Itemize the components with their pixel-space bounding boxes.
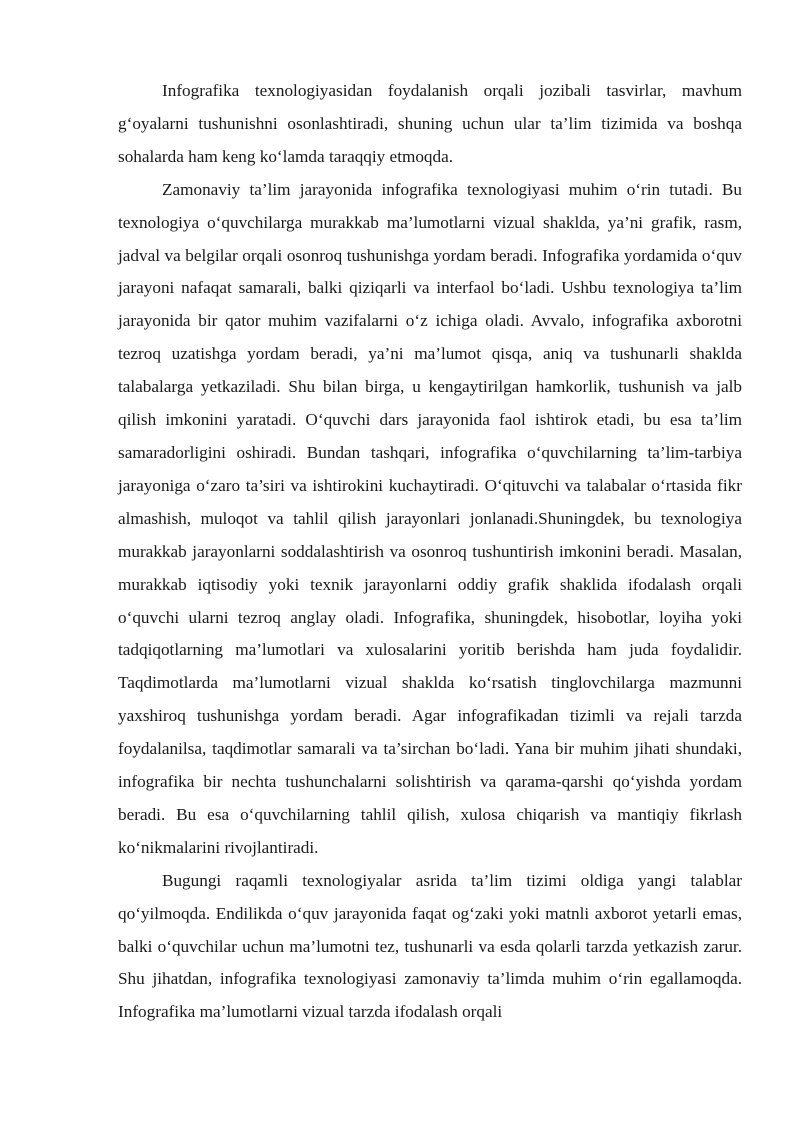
document-page bbox=[118, 75, 742, 1029]
paragraph: Zamonaviy ta’lim jarayonida infografika texnologiyasi muhim o‘rin tutadi. Bu texnologiya o‘quvchilarga murakkab ma’lumotlarni vizual shaklda, ya’ni grafik, rasm, jadval va belgilar orqali osonroq tushunishga yordam beradi. Infografika yordamida o‘quv jarayoni nafaqat samarali, balki qiziqarli va interfaol bo‘ladi. Ushbu texnologiya ta’lim jarayonida bir qator muhim vazifalarni o‘z ichiga oladi. Avvalo, infografika axborotni tezroq uzatishga yordam beradi, ya’ni ma’lumot qisqa, aniq va tushunarli shaklda talabalarga yetkaziladi. Shu bilan birga, u kengaytirilgan hamkorlik, tushunish va jalb qilish imkonini yaratadi. O‘quvchi dars jarayonida faol ishtirok etadi, bu esa ta’lim samaradorligini oshiradi. Bundan tashqari, infografika o‘quvchilarning ta’lim-tarbiya jarayoniga o‘zaro ta’siri va ishtirokini kuchaytiradi. O‘qituvchi va talabalar o‘rtasida fikr almashish, muloqot va tahlil qilish jarayonlari jonlanadi.Shuningdek, bu texnologiya murakkab jarayonlarni soddalashtirish va osonroq tushuntirish imkonini beradi. Masalan, murakkab iqtisodiy yoki texnik jarayonlarni oddiy grafik shaklida ifodalash orqali o‘quvchi ularni tezroq anglay oladi. Infografika, shuningdek, hisobotlar, loyiha yoki tadqiqotlarning ma’lumotlari va xulosalarini yoritib berishda ham juda foydalidir. Taqdimotlarda ma’lumotlarni vizual shaklda ko‘rsatish tinglovchilarga mazmunni yaxshiroq tushunishga yordam beradi. Agar infografikadan tizimli va rejali tarzda foydalanilsa, taqdimotlar samarali va ta’sirchan bo‘ladi. Yana bir muhim jihati shundaki, infografika bir nechta tushunchalarni solishtirish va qarama-qarshi qo‘yishda yordam beradi. Bu esa o‘quvchilarning tahlil qilish, xulosa chiqarish va mantiqiy fikrlash ko‘nikmalarini rivojlantiradi. bbox=[118, 179, 742, 857]
paragraph: Bugungi raqamli texnologiyalar asrida ta’lim tizimi oldiga yangi talablar qo‘yilmoqda. Endilikda o‘quv jarayonida faqat og‘zaki yoki matnli axborot yetarli emas, balki o‘quvchilar uchun ma’lumotni tez, tushunarli va esda qolarli tarzda yetkazish zarur. Shu jihatdan, infografika texnologiyasi zamonaviy ta’limda muhim o‘rin egallamoqda. Infografika ma’lumotlarni vizual tarzda ifodalash orqali bbox=[118, 870, 742, 1022]
paragraph: Infografika texnologiyasidan foydalanish orqali jozibali tasvirlar, mavhum g‘oyalarni tushunishni osonlashtiradi, shuning uchun ular ta’lim tizimida va boshqa sohalarda ham keng ko‘lamda taraqqiy etmoqda. bbox=[118, 81, 742, 166]
